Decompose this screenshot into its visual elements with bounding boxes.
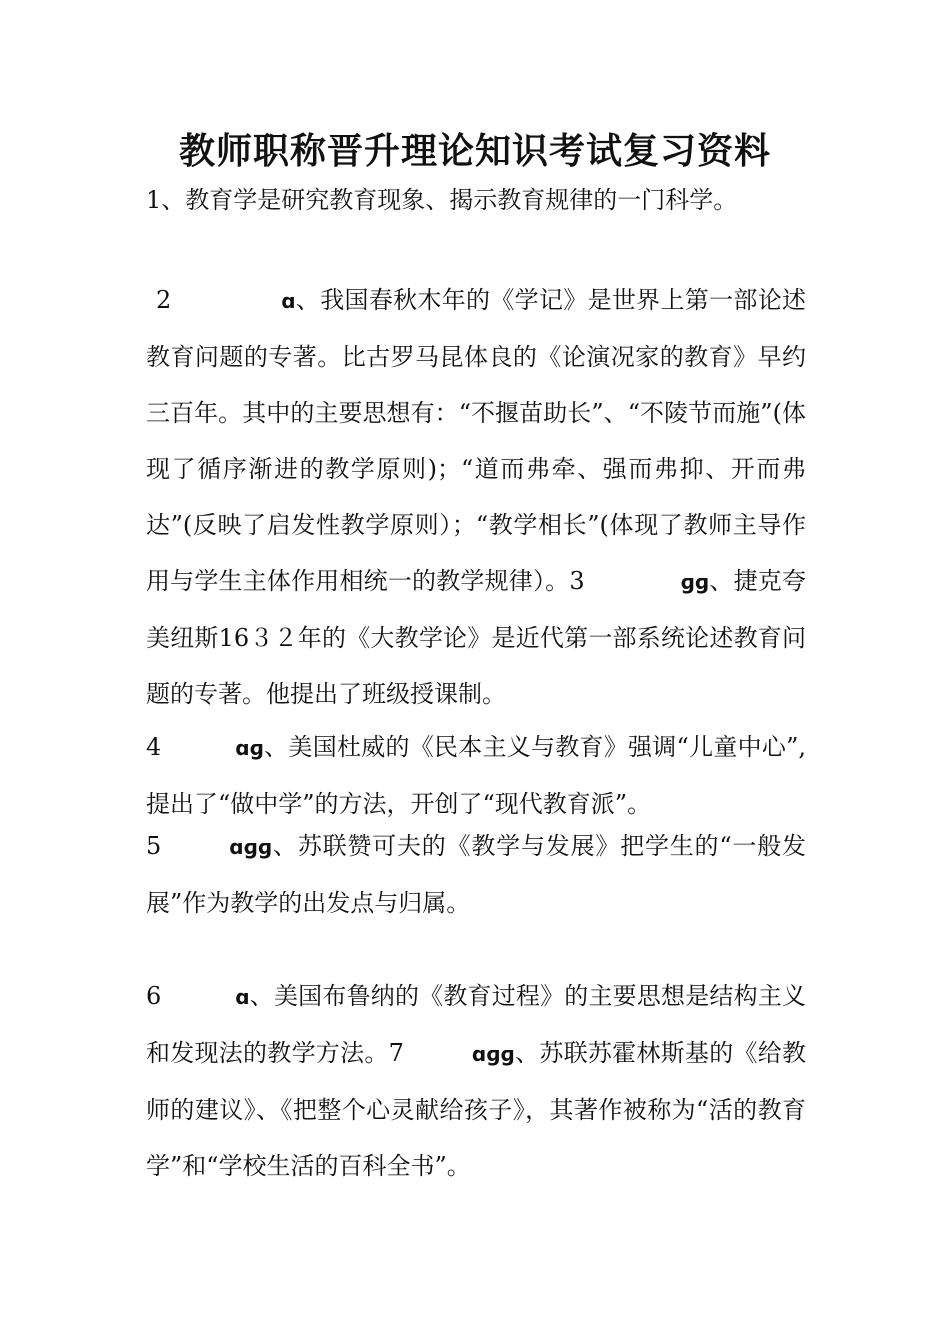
item-4-number: 4 [146, 733, 162, 761]
item-4-text: 、美国杜威的《民本主义与教育》强调“儿童中心”,提出了“做中学”的方法，开创了“现代教育派”。 [146, 733, 806, 818]
item-2-3 [146, 272, 806, 722]
item-1 [146, 172, 806, 228]
item-3-text: 、捷克夸美纽斯16３２年的《大教学论》是近代第一部系统论述教育问题的专著。他提出了班级授课制。 [146, 567, 806, 708]
document-title: 教师职称晋升理论知识考试复习资料 [178, 131, 771, 172]
item-3-mark: ɡɡ [680, 570, 710, 594]
item-2-text: 、我国春秋木年的《学记》是世界上第一部论述教育问题的专著。比古罗马昆体良的《论演况家的教育》早约三百年。其中的主要思想有：“不揠苗助长”、“不陵节而施”(体现了循序渐进的教学原则)；“道而弗牵、强而弗抑、开而弗达”(反映了启发性教学原则）；“教学相长”(体现了教师主导作用与学生主体作用相统一的教学规律）。3 [146, 286, 806, 595]
item-1-text: 1、教育学是研究教育现象、揭示教育规律的一门科学。 [146, 186, 738, 214]
item-4-mark: ɑɡ [235, 736, 264, 760]
item-5 [146, 818, 806, 931]
item-2-number: 2 [156, 286, 172, 314]
item-5-text: 、苏联赞可夫的《教学与发展》把学生的“一般发展”作为教学的出发点与归属。 [146, 832, 806, 917]
item-6-number: 6 [146, 982, 162, 1010]
item-6-text: 、美国布鲁纳的《教育过程》的主要思想是结构主义和发现法的教学方法。7 [146, 982, 806, 1067]
item-5-mark: ɑɡɡ [229, 835, 273, 859]
item-5-number: 5 [146, 832, 162, 860]
item-6-7 [146, 968, 806, 1194]
item-7-text: 、苏联苏霍林斯基的《给教师的建议》、《把整个心灵献给孩子》，其著作被称为“活的教育学”和“学校生活的百科全书”。 [146, 1039, 806, 1180]
item-4 [146, 719, 806, 832]
item-6-mark: ɑ [235, 985, 250, 1009]
item-7-mark: ɑɡɡ [471, 1042, 515, 1066]
item-2-mark: ɑ [281, 289, 296, 313]
